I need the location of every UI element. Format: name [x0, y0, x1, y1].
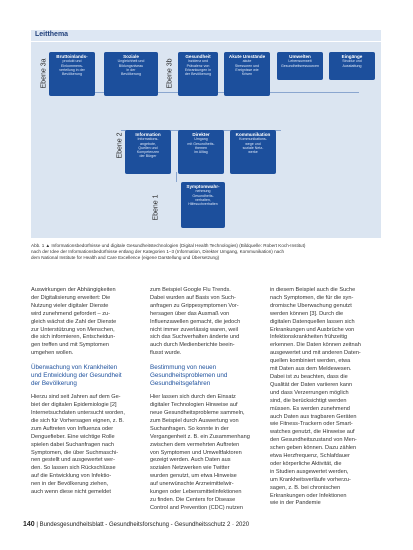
body-line: erkennen. Die Daten können zeitnah [270, 342, 361, 349]
body-line: etwa Herzfrequenz, Schlafdauer [270, 453, 350, 460]
body-line: in Studien ausgewertet werden, [270, 468, 349, 475]
body-line: der Digitalisierung erweitert: Die [31, 294, 111, 301]
body-line: Influenzawellen gemacht, die jedoch [150, 318, 241, 325]
body-line: Dabei wurden auf Basis von Such- [150, 294, 236, 301]
body-line: nach Symptomen, die für die syn- [270, 294, 354, 301]
body-line: auch Daten aus tragbaren Geräten [270, 413, 357, 420]
body-line: digitalen Datenquellen lassen sich [270, 318, 355, 325]
body-line: Erkrankungen oder Infektionen [270, 492, 347, 499]
body-line: nen in der Bevölkerung ziehen, [31, 481, 109, 488]
box-line: Einkommens- [61, 63, 83, 68]
box-line: Informations- [137, 137, 159, 142]
box-line: verhalten, [195, 197, 211, 202]
body-line: die sich informieren, Entscheidun- [31, 334, 116, 341]
body-line: Auswirkungen der Abhängigkeiten [31, 287, 116, 293]
body-line: Dabei ist zu beachten, dass die [270, 373, 348, 380]
section-heading: Bestimmung von neuen [150, 364, 217, 372]
level-label-3b: Ebene 3b [166, 58, 174, 89]
box-line: Krisen [241, 72, 253, 77]
text-column-2 [150, 287, 262, 513]
body-line: hersagen über das Ausmaß von [150, 310, 230, 317]
section-heading: Überwachung von Krankheiten [31, 364, 118, 372]
box-title: Gesundheit [185, 54, 211, 59]
body-line: wurden genutzt, um etwa Hinweise [150, 473, 237, 480]
body-line: zum Beispiel Google Flu Trends. [150, 287, 231, 293]
box-title: Soziale [123, 54, 139, 59]
body-line: müssen. Es werden zunehmend [270, 405, 350, 412]
section-heading: der Bevölkerung [31, 380, 77, 388]
body-line: Internetsuchdaten untersucht worden, [31, 409, 125, 416]
diagram-box-acute-circumstances [224, 52, 270, 96]
body-line: zum Auftreten von Influenza oder [31, 425, 114, 432]
body-line: digitaler Technologien Hinweise auf [150, 402, 238, 409]
box-line: angebote, [140, 141, 156, 146]
page-footer [23, 521, 249, 528]
body-line: von Symptomen und Umweltfaktoren [150, 449, 242, 456]
body-line: die sich für Vorhersagen eignen, z. B. [31, 417, 124, 424]
figure-diagram [31, 42, 381, 238]
body-line: wird zunehmend gefordert – zu- [31, 310, 110, 317]
text-column-3 [270, 287, 382, 508]
body-line: oder körperliche Aktivität, die [270, 460, 342, 467]
box-line: Umgang [194, 137, 208, 142]
body-line: Erkrankungen und Ausbrüche von [270, 326, 355, 333]
body-line: quellen kombiniert werden, etwa [270, 358, 351, 365]
body-line: Infektionskrankheiten frühzeitig [270, 334, 348, 341]
box-title: Eingänge [341, 54, 363, 59]
body-line: zur Unterstützung von Menschen, [31, 326, 115, 333]
box-line: der Bevölkerung [184, 72, 212, 77]
body-line: sozialen Netzwerken wie Twitter [150, 465, 230, 472]
body-line: den. So lassen sich Rückschlüsse [31, 465, 116, 472]
connector-line [176, 172, 177, 182]
body-line: neue Gesundheitsprobleme sammeln, [150, 409, 245, 416]
box-line: werke [248, 150, 258, 155]
body-line: Control and Prevention (CDC) nutzen [150, 504, 243, 511]
box-line: Hilfesuchverhalten [188, 202, 218, 207]
journal-name: Bundesgesundheitsblatt - Gesundheitsforschung - Gesundheitsschutz 2 · 2020 [39, 522, 250, 528]
page-number: 140 [23, 521, 35, 528]
diagram-box-information [125, 130, 171, 174]
box-line: produkt und [62, 59, 82, 64]
body-line: nen gestellt und ausgewertet wer- [31, 457, 115, 464]
caption-line: nach der Idee der Informationsbedürfnisse entlang der Kategorien 1–3 (Information, Direkter Umgang, Kommunikation) nach [31, 249, 285, 254]
box-line: wege und [245, 141, 261, 146]
body-line: und dass Verzerrungen möglich [270, 389, 349, 396]
diagram-box-income [49, 52, 95, 96]
diagram-box-communication [230, 130, 276, 174]
box-title: Umwelten [289, 54, 311, 59]
box-title: Information [135, 132, 161, 137]
caption-line: Abb. 1 ▲ Informationsbedürfnisse und digitale Gesundheitstechnologien (Digital Health Technologies) (Bildquelle: Robert Koch-Institut) [31, 243, 306, 248]
diagram-box-environments [277, 52, 323, 80]
body-line: Denguefieber. Eine wichtige Rolle [31, 433, 115, 440]
body-line: umgehen wollen. [31, 350, 74, 357]
box-line: Kommunikations- [239, 137, 267, 142]
box-title: Akute Umstände [228, 54, 266, 59]
section-heading: Gesundheitsgefahren [150, 380, 211, 388]
body-line: flusst wurde. [150, 350, 182, 357]
body-line: watches genutzt, die Hinweise auf [270, 429, 355, 436]
box-line: Bevölkerung [62, 72, 82, 77]
box-title: Bruttoinlands- [56, 54, 88, 59]
section-header-bar [31, 30, 381, 41]
body-line: biet der digitalen Epidemiologie [2] [31, 402, 117, 409]
box-line: Gesundheits- [192, 193, 214, 198]
body-line: gezeigt werden. Auch Daten aus [150, 457, 231, 464]
diagram-box-inputs [329, 52, 375, 80]
level-label-1: Ebene 1 [152, 194, 160, 221]
box-title: Symptomwahr- [186, 184, 220, 189]
body-line: ausgewertet und mit anderen Daten- [270, 350, 361, 357]
box-line: in der [126, 67, 136, 72]
body-line: nicht immer zuverlässig waren, weil [150, 326, 238, 333]
diagram-box-symptom-perception [181, 182, 225, 228]
body-line: zwischen dem vermehrten Auftreten [150, 441, 240, 448]
box-line: Quellen und [138, 145, 158, 150]
body-line: auf unerwünschte Arzneimittelwir- [150, 481, 234, 488]
box-line: Bevölkerung [121, 72, 141, 77]
box-line: verteilung in der [59, 67, 85, 72]
level-label-3a: Ebene 3a [40, 58, 48, 89]
body-line: dromische Überwachung genutzt [270, 302, 352, 309]
body-line: spielen dabei Suchanfragen nach [31, 441, 115, 448]
caption-line: dem National Institute for Health and Care Excellence (eigene Darstellung und Übersetzung) [31, 255, 220, 260]
body-line: Symptomen, die über Suchmaschi- [31, 449, 119, 456]
box-line: themen [195, 145, 207, 150]
text-column-1 [31, 287, 143, 497]
box-line: Stressoren und [234, 63, 260, 68]
box-line: mit Gesundheits- [187, 141, 215, 146]
level-label-2: Ebene 2 [116, 132, 124, 159]
box-line: Bildungsniveau [118, 63, 144, 68]
body-line: Nutzung vieler digitaler Dienste [31, 302, 109, 309]
body-line: sind, die berücksichtigt werden [270, 397, 347, 404]
body-line: Hier lassen sich durch den Einsatz [150, 394, 236, 401]
box-line: Ausstattung [342, 63, 362, 68]
box-line: Ereignisse wie [235, 67, 259, 72]
body-line: gleich wächst die Zahl der Dienste [31, 318, 117, 325]
box-title: Direkter [192, 132, 210, 137]
body-line: Suchanfragen. So konnte in der [150, 425, 229, 432]
body-line: anfragen zu Grippesymptomen Vor- [150, 302, 239, 309]
box-title: Kommunikation [235, 132, 271, 137]
box-line: Kompetenzen [136, 150, 160, 155]
diagram-box-direct-handling [178, 130, 224, 174]
body-line: werden können [3]. Durch die [270, 310, 344, 317]
body-line: auch durch Medienberichte beein- [150, 342, 235, 349]
body-line: auch wenn diese nicht gemeldet [31, 489, 111, 496]
box-line: akute [242, 59, 252, 64]
body-line: sagen, z. B. bei chronischen [270, 484, 341, 491]
body-line: um Krankheitsverläufe vorherzu- [270, 476, 351, 483]
body-line: Vergangenheit z. B. ein Zusammenhang [150, 433, 250, 440]
body-line: in diesem Beispiel auch die Suche [270, 287, 356, 293]
diagram-box-social-inequality [104, 52, 158, 96]
section-label: Leitthema [35, 31, 69, 38]
body-line: sich das Suchverhalten änderte und [150, 334, 240, 341]
box-line: Ungleichheit und [117, 59, 145, 64]
box-line: soziale Netz- [242, 145, 264, 150]
section-heading: und Entwicklung der Gesundheit [31, 372, 122, 380]
body-line: mit Daten aus dem Meldewesen. [270, 366, 352, 373]
body-line: zu finden. Die Centers for Disease [150, 496, 236, 503]
box-line: der Bürger [139, 154, 157, 159]
body-line: Hierzu sind seit Jahren auf dem Ge- [31, 394, 121, 401]
body-line: wie in der Pandemie [270, 500, 321, 507]
body-line: schen geben können. Dazu zählen [270, 445, 357, 452]
body-line: gen treffen und mit Symptomen [31, 342, 109, 349]
box-line: nehmung [195, 189, 211, 194]
diagram-box-health [178, 52, 218, 96]
box-line: Lebensumwelt [288, 59, 312, 64]
section-heading: Gesundheitsproblemen und [150, 372, 228, 380]
body-line: den Gesundheitszustand von Men- [270, 437, 357, 444]
box-line: Gesundheitsressourcen [281, 63, 319, 68]
body-line: wie Fitness-Trackern oder Smart- [270, 421, 353, 428]
box-line: Erkrankungen in [184, 67, 212, 72]
box-line: Inzidenz und [187, 59, 209, 64]
figure-caption [31, 243, 381, 261]
box-line: Struktur und [342, 59, 362, 64]
box-line: im Alltag [194, 150, 208, 155]
body-line: zum Beispiel durch Auswertung von [150, 417, 239, 424]
box-line: Prävalenz von [186, 63, 210, 68]
body-line: auf die Entwicklung von Infektio- [31, 473, 112, 480]
body-line: kungen oder Lebensmittelinfektionen [150, 489, 242, 496]
footer-separator: | [36, 522, 38, 528]
body-line: Qualität der Daten variieren kann [270, 381, 353, 388]
